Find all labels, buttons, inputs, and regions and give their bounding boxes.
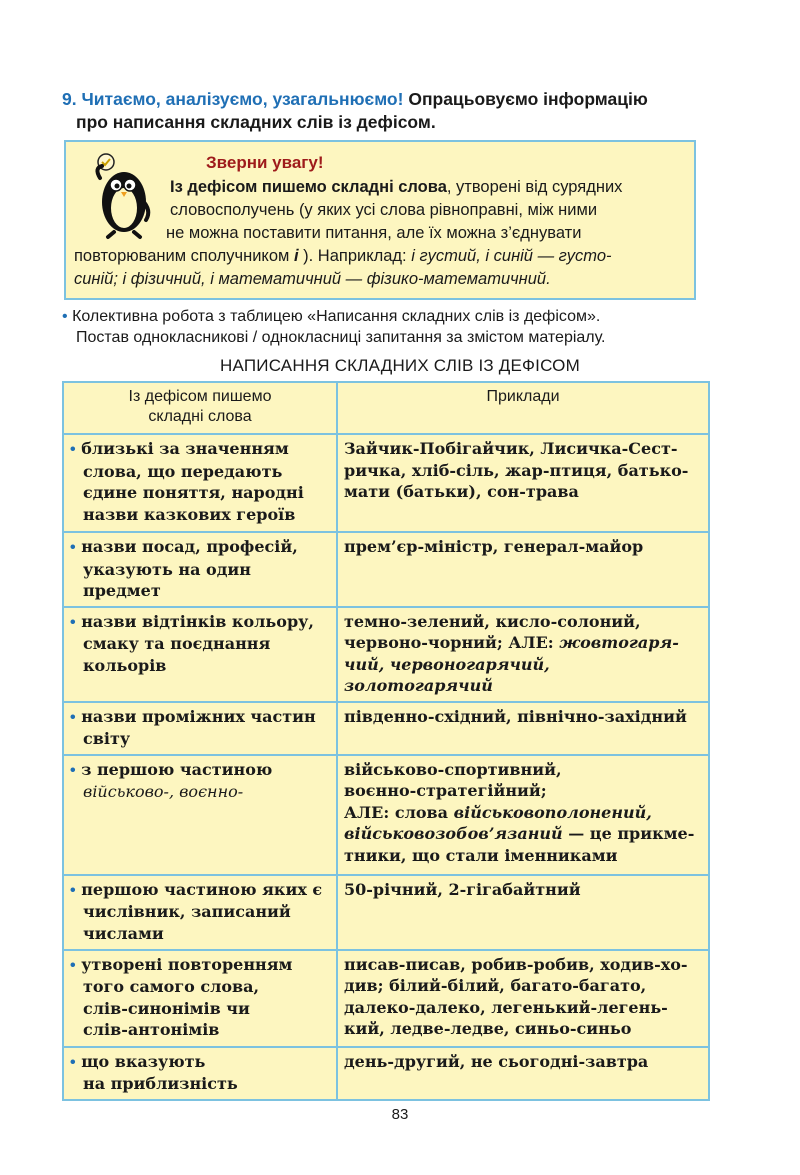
rule-cell [63, 434, 337, 532]
rule-line: числами [83, 923, 164, 943]
example-line: писав-писав, робив-робив, ходив-хо- [344, 954, 688, 974]
table-row [63, 755, 709, 875]
examples-cell [337, 755, 709, 875]
example-line: див; білий-білий, багато-багато, [344, 976, 647, 995]
rule-cell [63, 1047, 337, 1100]
rule-line: назви посад, професій, [81, 537, 298, 556]
rule-cell [63, 532, 337, 607]
rule-line: назви проміжних частин [81, 706, 316, 726]
rule-line: назви відтінків кольору, [81, 611, 314, 631]
rule-cell [63, 875, 337, 950]
rule-line: того самого слова, [83, 977, 260, 996]
rule-line: з першою частиною [81, 759, 273, 779]
task-rest: Опрацьовуємо інформацію [408, 89, 648, 109]
rule-line: першою частиною яких є [81, 879, 323, 899]
example-line: прем’єр-міністр, генерал-майор [344, 537, 644, 556]
table-row [63, 702, 709, 755]
example-line: темно-зелений, кисло-солоний, [344, 611, 641, 631]
examples-cell [337, 950, 709, 1047]
example-italic: чий, червоногарячий, золотогарячий [344, 654, 550, 695]
example-line: кий, ледве-ледве, синьо-синьо [344, 1019, 632, 1038]
table-caption: НАПИСАННЯ СКЛАДНИХ СЛІВ ІЗ ДЕФІСОМ [220, 356, 580, 375]
table-row [63, 434, 709, 532]
header-col-rule [63, 382, 337, 434]
rule-line: що вказують [81, 1051, 206, 1071]
row-bullet: • [70, 708, 76, 726]
examples-cell [337, 702, 709, 755]
example-line: день-другий, не сьогодні-завтра [344, 1051, 649, 1071]
rule-cell [63, 755, 337, 875]
task-heading [62, 88, 702, 134]
example-line: 50-річний, 2-гігабайтний [344, 879, 581, 899]
example-line: Зайчик-Побігайчик, Лисичка-Сест- [344, 439, 678, 458]
instruction-bullet: • [62, 308, 68, 325]
table-row [63, 607, 709, 702]
rule-line: кольорів [83, 655, 167, 675]
example-line: мати (батьки), сон-трава [344, 482, 579, 501]
header-col-rule-line-2: складні слова [148, 408, 252, 425]
notice-line-1-bold: Із дефісом пишемо складні слова [170, 178, 447, 196]
row-bullet: • [70, 539, 76, 556]
examples-cell [337, 875, 709, 950]
rule-line: назви казкових героїв [83, 504, 296, 524]
notice-title: Зверни увагу! [206, 153, 324, 172]
rule-line: єдине поняття, народні [83, 483, 304, 502]
example-line: червоно-чорний; АЛЕ: [344, 633, 560, 652]
notice-line-4-a: повторюваним сполучником [74, 247, 294, 265]
row-bullet: • [70, 956, 76, 974]
example-line: далеко-далеко, легенький-легень- [344, 997, 668, 1017]
notice-line-4-conj: і [293, 247, 299, 265]
notice-line-1 [170, 177, 622, 198]
table-row [63, 875, 709, 950]
notice-line-4-b: ). Наприклад: [298, 247, 412, 265]
task-line2: про написання складних слів із дефісом. [76, 112, 436, 132]
notice-line-5 [74, 269, 551, 290]
notice-line-1-rest: , утворені від сурядних [446, 178, 623, 196]
rule-line: утворені повторенням [81, 954, 293, 974]
rule-line: на приблизність [83, 1074, 238, 1093]
row-bullet: • [70, 881, 76, 899]
table-row [63, 1047, 709, 1100]
task-number: 9. [62, 89, 77, 109]
examples-cell [337, 1047, 709, 1100]
rule-cell [63, 950, 337, 1047]
instruction-line-1: Колективна робота з таблицею «Написання складних слів із дефісом». [72, 308, 601, 325]
example-italic: військовозобов’язаний [344, 824, 563, 843]
notice-line-4 [74, 246, 612, 267]
row-bullet: • [70, 1053, 76, 1071]
example-italic: жовтогаря- [559, 633, 679, 652]
examples-cell [337, 434, 709, 532]
example-line: тники, що стали іменниками [344, 845, 618, 865]
rule-line: числівник, записаний [83, 902, 291, 921]
example-line: — це прикме- [562, 824, 695, 843]
header-col-examples: Приклади [337, 382, 709, 434]
task-lead: Читаємо, аналізуємо, узагальнюємо! [81, 89, 404, 109]
example-line: південно-східний, північно-західний [344, 706, 687, 726]
rule-italic: військово-, воєнно- [83, 782, 244, 801]
rule-line: смаку та поєднання [83, 634, 271, 653]
example-line: воєнно-стратегійний; [344, 781, 547, 800]
rule-cell [63, 702, 337, 755]
notice-line-4-example: і густий, і синій — густо- [411, 247, 612, 265]
owl-mascot-icon [86, 150, 156, 240]
notice-line-3: не можна поставити питання, але їх можна з’єднувати [166, 224, 582, 242]
example-italic: військовополонений, [453, 802, 652, 822]
table-row [63, 950, 709, 1047]
example-line: ричка, хліб-сіль, жар-птиця, батько- [344, 460, 689, 480]
rule-line: слів-синонімів чи [83, 998, 250, 1018]
notice-line-2: словосполучень (у яких усі слова рівноправні, між ними [170, 201, 598, 219]
header-col-rule-line-1: Із дефісом пишемо [128, 388, 272, 405]
row-bullet: • [70, 613, 76, 631]
table-row [63, 532, 709, 607]
rule-line: слова, що передають [83, 461, 283, 481]
rule-line: близькі за значенням [81, 439, 289, 458]
table-header-row [63, 382, 709, 434]
examples-cell [337, 532, 709, 607]
notice-box [64, 140, 696, 300]
examples-cell [337, 607, 709, 702]
instruction-paragraph [62, 306, 702, 348]
instruction-line-2: Постав однокласникові / однокласниці запитання за змістом матеріалу. [76, 329, 606, 346]
rule-line: слів-антонімів [83, 1020, 220, 1039]
rule-cell [63, 607, 337, 702]
example-line: АЛЕ: слова [344, 802, 454, 822]
row-bullet: • [70, 761, 76, 779]
rule-line: світу [83, 729, 131, 748]
row-bullet: • [70, 441, 76, 458]
notice-line-5-example: синій; і фізичний, і математичний — фізико-математичний. [74, 270, 551, 288]
page-number: 83 [391, 1106, 409, 1123]
example-line: військово-спортивний, [344, 759, 562, 779]
rule-line: указують на один предмет [83, 559, 251, 600]
hyphen-rules-table [62, 381, 710, 1101]
